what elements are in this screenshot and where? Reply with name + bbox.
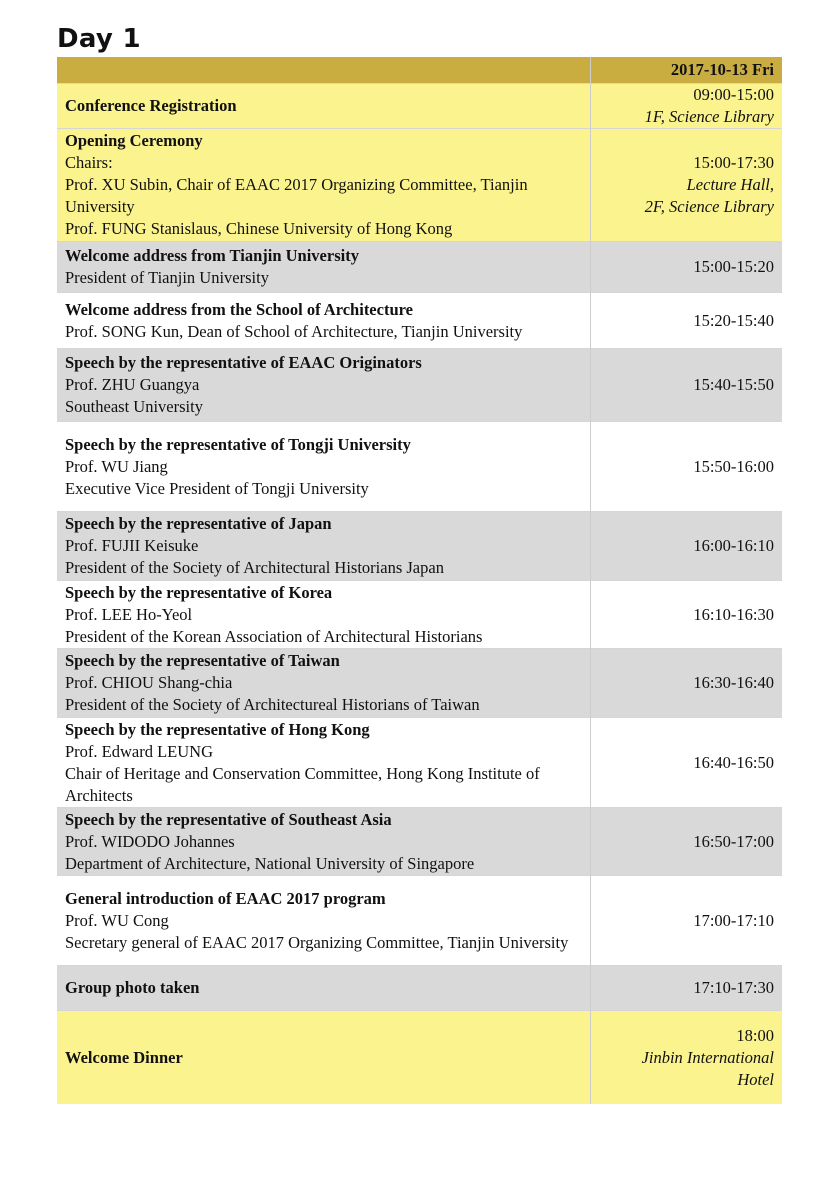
- page-title: Day 1: [57, 24, 141, 54]
- session-detail: Prof. XU Subin, Chair of EAAC 2017 Organizing Committee, Tianjin University: [65, 175, 528, 216]
- session-detail: Prof. SONG Kun, Dean of School of Architecture, Tianjin University: [65, 321, 523, 341]
- session-cell: [57, 242, 591, 293]
- session-cell: [57, 512, 591, 581]
- schedule-row: [57, 293, 782, 349]
- session-cell: [57, 349, 591, 422]
- time-cell: [591, 512, 783, 581]
- schedule-row: [57, 422, 782, 512]
- session-time: 16:10-16:30: [693, 604, 774, 624]
- session-title: Speech by the representative of Japan: [65, 514, 332, 533]
- session-time: 16:40-16:50: [693, 752, 774, 772]
- date-header-row: [57, 57, 782, 84]
- session-detail: Prof. WU Cong: [65, 910, 169, 930]
- session-venue: 1F, Science Library: [644, 107, 774, 126]
- session-time: 17:10-17:30: [693, 978, 774, 997]
- session-venue: Jinbin International: [641, 1047, 774, 1067]
- session-cell: [57, 649, 591, 718]
- session-time: 15:40-15:50: [693, 375, 774, 394]
- schedule-row: [57, 1011, 782, 1105]
- time-cell: [591, 293, 783, 349]
- session-detail: President of the Society of Architectural Historians Japan: [65, 558, 444, 577]
- session-cell: [57, 718, 591, 808]
- session-cell: [57, 84, 591, 129]
- session-detail: Prof. WU Jiang: [65, 456, 168, 476]
- session-time: 15:50-16:00: [693, 456, 774, 476]
- session-time: 15:00-17:30: [693, 153, 774, 172]
- session-title: Welcome address from the School of Architecture: [65, 299, 413, 319]
- time-cell: [591, 876, 783, 966]
- schedule-row: [57, 84, 782, 129]
- session-detail: Department of Architecture, National University of Singapore: [65, 853, 475, 873]
- schedule-row: [57, 349, 782, 422]
- header-date: 2017-10-13 Fri: [591, 57, 783, 84]
- session-time: 17:00-17:10: [693, 910, 774, 930]
- session-title: Conference Registration: [65, 96, 237, 115]
- time-cell: [591, 718, 783, 808]
- session-time: 15:00-15:20: [693, 257, 774, 276]
- schedule-row: [57, 242, 782, 293]
- session-detail: Executive Vice President of Tongji University: [65, 478, 369, 498]
- time-cell: [591, 129, 783, 242]
- schedule-row: [57, 649, 782, 718]
- session-cell: [57, 129, 591, 242]
- session-detail: Prof. LEE Ho-Yeol: [65, 604, 193, 624]
- schedule-row: [57, 129, 782, 242]
- session-detail: Prof. FUJII Keisuke: [65, 536, 199, 555]
- session-title: Welcome Dinner: [65, 1047, 183, 1067]
- schedule-row: [57, 512, 782, 581]
- session-cell: [57, 966, 591, 1011]
- session-title: Speech by the representative of Tongji University: [65, 434, 411, 454]
- time-cell: [591, 349, 783, 422]
- time-cell: [591, 649, 783, 718]
- session-detail: Prof. Edward LEUNG: [65, 741, 214, 761]
- header-spacer: [57, 57, 591, 84]
- time-cell: [591, 422, 783, 512]
- time-cell: [591, 808, 783, 876]
- session-detail: Chair of Heritage and Conservation Committee, Hong Kong Institute of Architects: [65, 763, 540, 805]
- schedule-row: [57, 966, 782, 1011]
- time-cell: [591, 1011, 783, 1105]
- session-detail: Prof. ZHU Guangya: [65, 375, 200, 394]
- session-detail: Prof. WIDODO Johannes: [65, 831, 235, 851]
- schedule-row: [57, 581, 782, 649]
- session-detail: Secretary general of EAAC 2017 Organizing Committee, Tianjin University: [65, 932, 569, 952]
- session-detail: Southeast University: [65, 397, 203, 416]
- time-cell: [591, 581, 783, 649]
- schedule-row: [57, 718, 782, 808]
- session-title: Opening Ceremony: [65, 131, 203, 150]
- session-cell: [57, 808, 591, 876]
- session-detail: President of the Korean Association of Architectural Historians: [65, 626, 483, 646]
- session-cell: [57, 581, 591, 649]
- time-cell: [591, 966, 783, 1011]
- time-cell: [591, 242, 783, 293]
- session-title: Welcome address from Tianjin University: [65, 246, 359, 265]
- session-time: 16:50-17:00: [693, 831, 774, 851]
- session-cell: [57, 422, 591, 512]
- session-title: General introduction of EAAC 2017 program: [65, 888, 386, 908]
- session-cell: [57, 293, 591, 349]
- time-cell: [591, 84, 783, 129]
- schedule-row: [57, 808, 782, 876]
- session-detail: Prof. FUNG Stanislaus, Chinese University of Hong Kong: [65, 219, 453, 238]
- session-title: Speech by the representative of Taiwan: [65, 651, 340, 670]
- session-venue: Lecture Hall,: [686, 175, 774, 194]
- session-title: Speech by the representative of Korea: [65, 582, 333, 602]
- session-time: 18:00: [736, 1025, 774, 1045]
- session-detail: Prof. CHIOU Shang-chia: [65, 673, 233, 692]
- session-detail: President of Tianjin University: [65, 268, 269, 287]
- session-time: 16:00-16:10: [693, 536, 774, 555]
- session-time: 16:30-16:40: [693, 673, 774, 692]
- session-title: Group photo taken: [65, 978, 200, 997]
- session-detail: President of the Society of Architectureal Historians of Taiwan: [65, 695, 480, 714]
- session-venue: Hotel: [737, 1069, 774, 1089]
- session-cell: [57, 1011, 591, 1105]
- session-title: Speech by the representative of EAAC Originators: [65, 353, 422, 372]
- session-time: 09:00-15:00: [693, 85, 774, 104]
- schedule-table: [57, 57, 782, 1104]
- session-cell: [57, 876, 591, 966]
- session-detail: Chairs:: [65, 153, 113, 172]
- session-title: Speech by the representative of Southeast Asia: [65, 809, 392, 829]
- session-time: 15:20-15:40: [693, 310, 774, 330]
- session-title: Speech by the representative of Hong Kong: [65, 719, 370, 739]
- session-venue: 2F, Science Library: [644, 197, 774, 216]
- schedule-row: [57, 876, 782, 966]
